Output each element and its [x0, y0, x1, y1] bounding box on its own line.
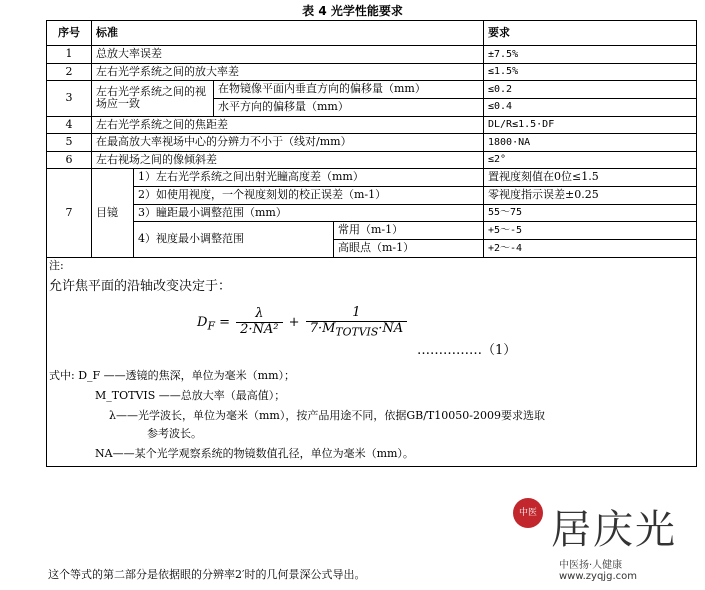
row-1-req: ±7.5% — [484, 46, 697, 64]
def-mtotvis: M_TOTVIS ——总放大率（最高值）； — [95, 388, 286, 402]
row-1-std: 总放大率误差 — [92, 46, 484, 64]
header-req: 要求 — [484, 21, 697, 46]
row-4-std: 左右光学系统之间的焦距差 — [92, 116, 484, 134]
row-7-4a-req: +5～-5 — [484, 222, 697, 240]
row-3b-req: ≤0.4 — [484, 98, 697, 116]
row-7-std: 目镜 — [92, 169, 134, 257]
row-3b-std: 水平方向的偏移量（mm） — [214, 98, 484, 116]
watermark-text: 居庆光 — [551, 507, 677, 553]
notes-intro: 允许焦平面的沿轴改变决定于： — [49, 278, 232, 294]
row-2-std: 左右光学系统之间的放大率差 — [92, 63, 484, 81]
row-2-no: 2 — [47, 63, 92, 81]
row-7-4b-req: +2～-4 — [484, 240, 697, 258]
row-3-no: 3 — [47, 81, 92, 116]
row-7-2-req: 零视度指示误差±0.25 — [484, 187, 697, 205]
formula-ref: ……………（1） — [417, 342, 517, 358]
row-5-req: 1800·NA — [484, 134, 697, 152]
optical-performance-table — [46, 20, 697, 467]
row-3a-std: 在物镜像平面内垂直方向的偏移量（mm） — [214, 81, 484, 99]
watermark-seal: 中医 — [513, 498, 543, 528]
row-4-req: DL/R≤1.5·DF — [484, 116, 697, 134]
row-7-2-std: 2）如使用视度，一个视度刻划的校正误差（m-1） — [134, 187, 484, 205]
row-7-3-std: 3）瞳距最小调整范围（mm） — [134, 204, 484, 222]
row-3-std: 左右光学系统之间的视场应一致 — [92, 81, 214, 116]
row-4-no: 4 — [47, 116, 92, 134]
row-7-1-std: 1）左右光学系统之间出射光瞳高度差（mm） — [134, 169, 484, 187]
row-5-no: 5 — [47, 134, 92, 152]
row-5-std: 在最高放大率视场中心的分辨力不小于（线对/mm） — [92, 134, 484, 152]
def-lambda-cont: 参考波长。 — [147, 426, 202, 440]
depth-of-focus-formula: $D_F$ = $\frac{\lambda}{\text{2·NA²}}$ + $\frac{1}{7\cdot M_{TOTVIS}\cdot NA}$ — [197, 306, 409, 339]
notes-cell — [47, 257, 697, 466]
table-title: 表 4 光学性能要求 — [302, 4, 403, 18]
row-7-4-std: 4）视度最小调整范围 — [134, 222, 334, 257]
row-7-3-req: 55～75 — [484, 204, 697, 222]
watermark-sub: 中医扬·人健康 www.zyqjg.com — [559, 560, 637, 582]
row-7-4a-std: 常用（m-1） — [334, 222, 484, 240]
watermark — [489, 498, 697, 580]
def-df: 式中: D_F ——透镜的焦深，单位为毫米（mm）； — [49, 368, 296, 382]
row-6-std: 左右视场之间的像倾斜差 — [92, 151, 484, 169]
row-3a-req: ≤0.2 — [484, 81, 697, 99]
row-6-no: 6 — [47, 151, 92, 169]
header-no: 序号 — [47, 21, 92, 46]
row-7-4b-std: 高眼点（m-1） — [334, 240, 484, 258]
row-6-req: ≤2° — [484, 151, 697, 169]
row-2-req: ≤1.5% — [484, 63, 697, 81]
def-lambda: λ——光学波长，单位为毫米（mm），按产品用途不同，依据GB/T10050-2009要求选取 — [109, 408, 545, 422]
row-1-no: 1 — [47, 46, 92, 64]
def-na: NA——某个光学观察系统的物镜数值孔径，单位为毫米（mm）。 — [95, 446, 414, 460]
notes-label: 注: — [49, 258, 64, 272]
header-std: 标准 — [92, 21, 484, 46]
row-7-no: 7 — [47, 169, 92, 257]
notes-conclusion: 这个等式的第二部分是依据眼的分辨率2′时的几何景深公式导出。 — [48, 568, 366, 581]
row-7-1-req: 置视度刻值在0位≤1.5 — [484, 169, 697, 187]
